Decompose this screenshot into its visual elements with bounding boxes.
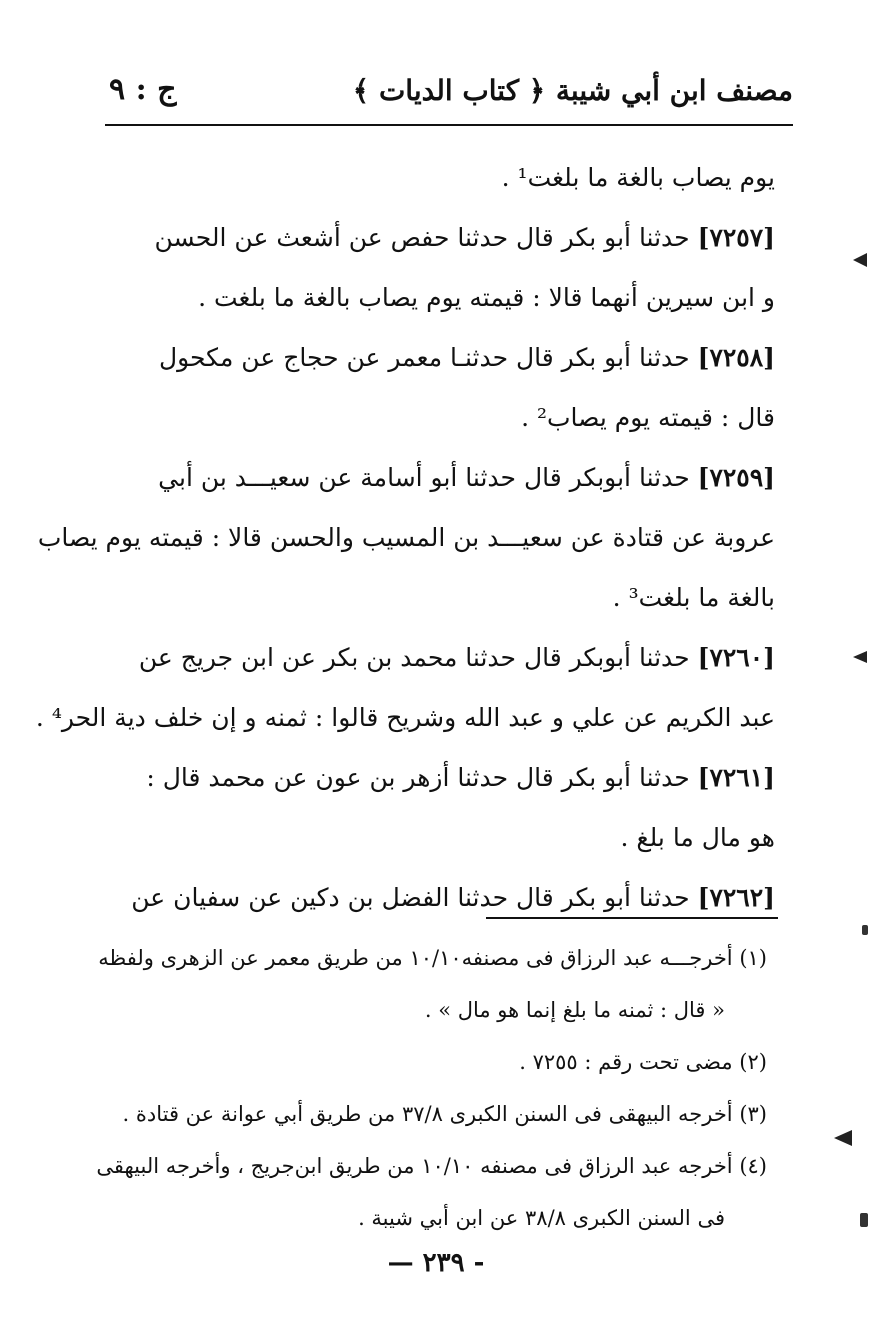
line-text: حدثنا أبوبكر قال حدثنا محمد بن بكر عن ابن جريج عن xyxy=(138,643,698,672)
footnote-line: (٢) مضى تحت رقم : ٧٢٥٥ . xyxy=(519,1050,767,1074)
hadith-number: [٧٢٦٢] xyxy=(697,883,775,912)
line-text: و ابن سيرين أنهما قالا : قيمته يوم يصاب بالغة ما بلغت . xyxy=(198,283,775,312)
text-line xyxy=(105,208,775,268)
hadith-number: [٧٢٥٩] xyxy=(697,463,775,492)
margin-mark xyxy=(853,651,867,663)
line-text: عبد الكريم عن علي و عبد الله وشريح قالوا : ثمنه و إن خلف دية الحر⁴ . xyxy=(35,703,775,732)
line-text: عروبة عن قتادة عن سعيـــد بن المسيب والحسن قالا : قيمته يوم يصاب xyxy=(37,523,775,552)
line-text: هو مال ما بلغ . xyxy=(620,823,775,852)
margin-mark xyxy=(834,1130,852,1146)
text-line xyxy=(37,508,775,568)
text-line xyxy=(105,148,775,208)
hadith-number: [٧٢٦١] xyxy=(697,763,775,792)
hadith-number: [٧٢٥٧] xyxy=(697,223,775,252)
line-text: حدثنا أبو بكر قال حدثنا الفضل بن دكين عن سفيان عن xyxy=(131,883,698,912)
text-line xyxy=(105,628,775,688)
line-text: حدثنا أبو بكر قال حدثنا حفص عن أشعث عن الحسن xyxy=(154,223,698,252)
volume-number: ج : ٩ xyxy=(109,72,177,107)
main-text xyxy=(35,148,775,928)
text-line xyxy=(105,448,775,508)
line-text: يوم يصاب بالغة ما بلغت¹ . xyxy=(501,163,775,192)
footnote-line: فى السنن الكبرى ٣٨/٨ عن ابن أبي شيبة . xyxy=(358,1206,725,1230)
line-text: حدثنا أبو بكر قال حدثنـا معمر عن حجاج عن مكحول xyxy=(158,343,698,372)
scan-speck xyxy=(862,925,868,935)
line-text: حدثنا أبوبكر قال حدثنا أبو أسامة عن سعيـــد بن أبي xyxy=(158,463,698,492)
book-title: مصنف ابن أبي شيبة xyxy=(555,74,793,107)
hadith-number: [٧٢٥٨] xyxy=(697,343,775,372)
page-header xyxy=(105,66,793,124)
footnote-line: (٣) أخرجه البيهقى فى السنن الكبرى ٣٧/٨ من طريق أبي عوانة عن قتادة . xyxy=(122,1102,767,1126)
text-line xyxy=(105,748,775,808)
text-line xyxy=(105,868,775,928)
footnote-line: (٤) أخرجه عبد الرزاق فى مصنفه ١٠/١٠ من طريق ابن‌جريج ، وأخرجه البيهقى xyxy=(96,1154,767,1178)
text-line xyxy=(105,388,775,448)
line-text: حدثنا أبو بكر قال حدثنا أزهر بن عون عن محمد قال : xyxy=(146,763,698,792)
text-line xyxy=(105,328,775,388)
text-line xyxy=(105,268,775,328)
margin-mark xyxy=(853,253,867,267)
header-rule xyxy=(105,124,793,126)
text-line xyxy=(35,688,775,748)
line-text: بالغة ما بلغت³ . xyxy=(612,583,775,612)
footnote-line: « قال : ثمنه ما بلغ إنما هو مال » . xyxy=(424,998,725,1022)
page-number: — ٢٣٩ - xyxy=(387,1248,485,1278)
hadith-number: [٧٢٦٠] xyxy=(697,643,775,672)
footnote-rule xyxy=(486,917,778,919)
text-line xyxy=(105,808,775,868)
chapter-title: ﴿ كتاب الديات ﴾ xyxy=(352,74,546,107)
footnote-line: (١) أخرجـــه عبد الرزاق فى مصنفه١٠/١٠ من طريق معمر عن الزهرى ولفظه xyxy=(98,946,767,970)
scan-speck xyxy=(860,1213,868,1227)
text-line xyxy=(105,568,775,628)
line-text: قال : قيمته يوم يصاب² . xyxy=(521,403,775,432)
footnotes xyxy=(95,932,767,1244)
